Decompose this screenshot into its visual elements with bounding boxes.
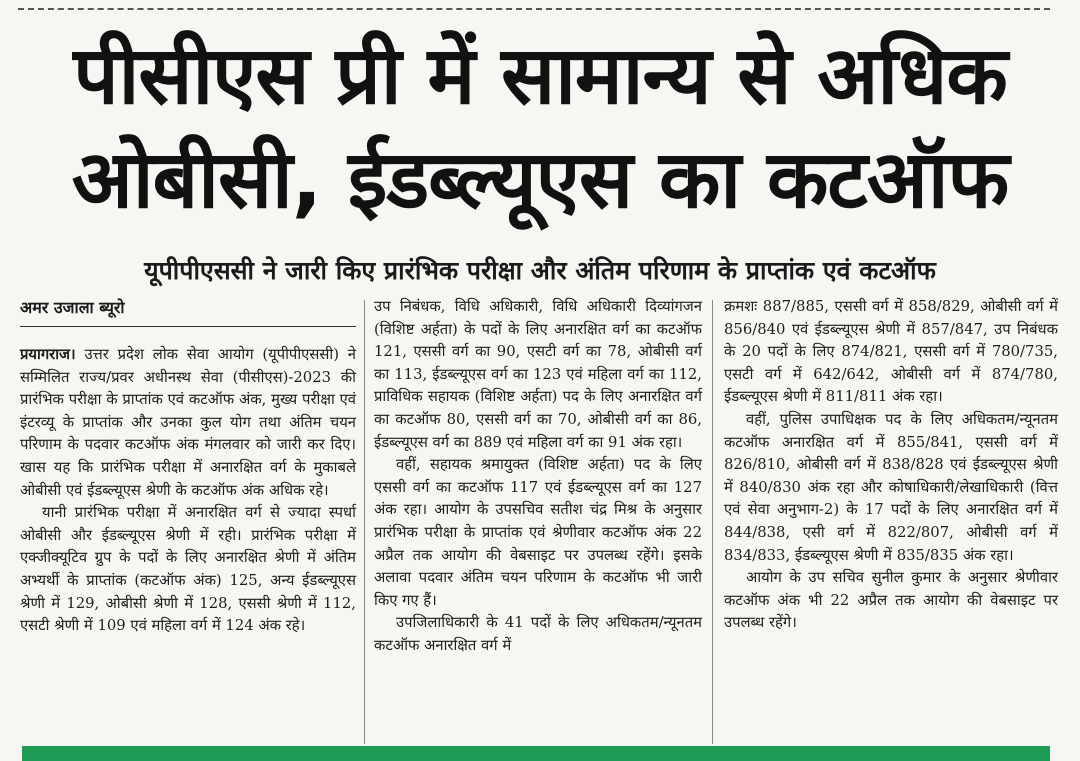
paragraph: क्रमशः 887/885, एससी वर्ग में 858/829, ओबीसी वर्ग में 856/840 एवं ईडब्ल्यूएस श्रेणी में 857/847, उप निबंधक के 20 पदों के लिए 874/821, एससी वर्ग में 780/735, एसटी वर्ग में 642/642, ओबीसी वर्ग में 874/780, ईडब्ल्यूएस श्रेणी में 811/811 अंक रहा। [724, 298, 1058, 406]
paragraph: आयोग के उप सचिव सुनील कुमार के अनुसार श्रेणीवार कटऑफ अंक भी 22 अप्रैल तक आयोग की वेबसाइट पर उपलब्ध रहेंगे। [724, 569, 1058, 632]
paragraph: उपजिलाधिकारी के 41 पदों के लिए अधिकतम/न्यूनतम कटऑफ अनारक्षित वर्ग में [374, 614, 702, 654]
paragraph [20, 344, 356, 502]
footer-color-band [22, 746, 1050, 761]
paragraph-text: उत्तर प्रदेश लोक सेवा आयोग (यूपीपीएससी) ने सम्मिलित राज्य/प्रवर अधीनस्थ सेवा (पीसीएस)-2023 की प्रारंभिक परीक्षा के प्राप्तांक एवं कटऑफ अंक, मुख्य परीक्षा एवं इंटरव्यू के प्राप्तांक और उनका कुल योग तथा अंतिम चयन परिणाम के पदवार कटऑफ अंक मंगलवार को जारी कर दिए। खास यह कि प्रारंभिक परीक्षा में अनारक्षित वर्ग के मुकाबले ओबीसी एवं ईडब्ल्यूएस श्रेणी के कटऑफ अंक अधिक रहे। [20, 346, 356, 499]
column-divider [712, 300, 713, 744]
paragraph: वहीं, सहायक श्रमायुक्त (विशिष्ट अर्हता) पद के लिए एससी वर्ग का कटऑफ 117 एवं ईडब्ल्यूएस वर्ग का 127 अंक रहा। आयोग के उपसचिव सतीश चंद्र मिश्र के अनुसार प्रारंभिक परीक्षा के प्राप्तांक एवं श्रेणीवार कटऑफ अंक 22 अप्रैल तक आयोग की वेबसाइट पर उपलब्ध रहेंगे। इसके अलावा पदवार अंतिम चयन परिणाम के कटऑफ भी जारी किए गए हैं। [374, 456, 702, 609]
headline-line-2: ओबीसी, ईडब्ल्यूएस का कटऑफ [71, 133, 1009, 226]
subheadline: यूपीपीएससी ने जारी किए प्रारंभिक परीक्षा और अंतिम परिणाम के प्राप्तांक एवं कटऑफ [144, 256, 936, 285]
article-column-3 [724, 296, 1058, 635]
top-dashed-divider [18, 8, 1050, 10]
paragraph: यानी प्रारंभिक परीक्षा में अनारक्षित वर्ग से ज्यादा स्पर्धा ओबीसी और ईडब्ल्यूएस श्रेणी में रही। प्रारंभिक परीक्षा में एक्जीक्यूटिव ग्रुप के पदों के लिए अनारक्षित श्रेणी में अंतिम अभ्यर्थी के प्राप्तांक (कटऑफ अंक) 125, अन्य ईडब्ल्यूएस श्रेणी में 129, ओबीसी श्रेणी में 128, एससी श्रेणी में 112, एसटी श्रेणी में 109 एवं महिला वर्ग में 124 अंक रहे। [20, 504, 356, 635]
byline-divider [20, 326, 356, 327]
column-divider [364, 300, 365, 744]
headline-line-1: पीसीएस प्री में सामान्य से अधिक [73, 29, 1007, 122]
headline [20, 24, 1060, 232]
byline: अमर उजाला ब्यूरो [20, 298, 125, 317]
article-column-2 [374, 296, 702, 658]
paragraph: उप निबंधक, विधि अधिकारी, विधि अधिकारी दिव्यांगजन (विशिष्ट अर्हता) के पदों के लिए अनारक्षित वर्ग का कटऑफ 121, एससी वर्ग का 90, एसटी वर्ग का 78, ओबीसी वर्ग का 113, ईडब्ल्यूएस वर्ग का 123 एवं महिला वर्ग का 112, प्राविधिक सहायक (विशिष्ट अर्हता) पद के लिए अनारक्षित वर्ग का कटऑफ 80, एससी वर्ग का 70, ओबीसी वर्ग का 86, ईडब्ल्यूएस वर्ग का 889 एवं महिला वर्ग का 91 अंक रहा। [374, 298, 702, 451]
dateline: प्रयागराज। [20, 346, 76, 363]
paragraph: वहीं, पुलिस उपाधिक्षक पद के लिए अधिकतम/न्यूनतम कटऑफ अनारक्षित वर्ग में 855/841, एससी वर्ग में 826/810, ओबीसी वर्ग में 838/828 एवं ईडब्ल्यूएस श्रेणी में 840/830 अंक रहा और कोषाधिकारी/लेखाधिकारी (वित्त एवं सेवा अनुभाग-2) के 17 पदों के लिए अनारक्षित वर्ग में 844/838, एसी वर्ग में 822/807, ओबीसी वर्ग में 834/833, ईडब्ल्यूएस श्रेणी में 835/835 अंक रहा। [724, 410, 1058, 564]
article-column-1 [20, 344, 356, 638]
